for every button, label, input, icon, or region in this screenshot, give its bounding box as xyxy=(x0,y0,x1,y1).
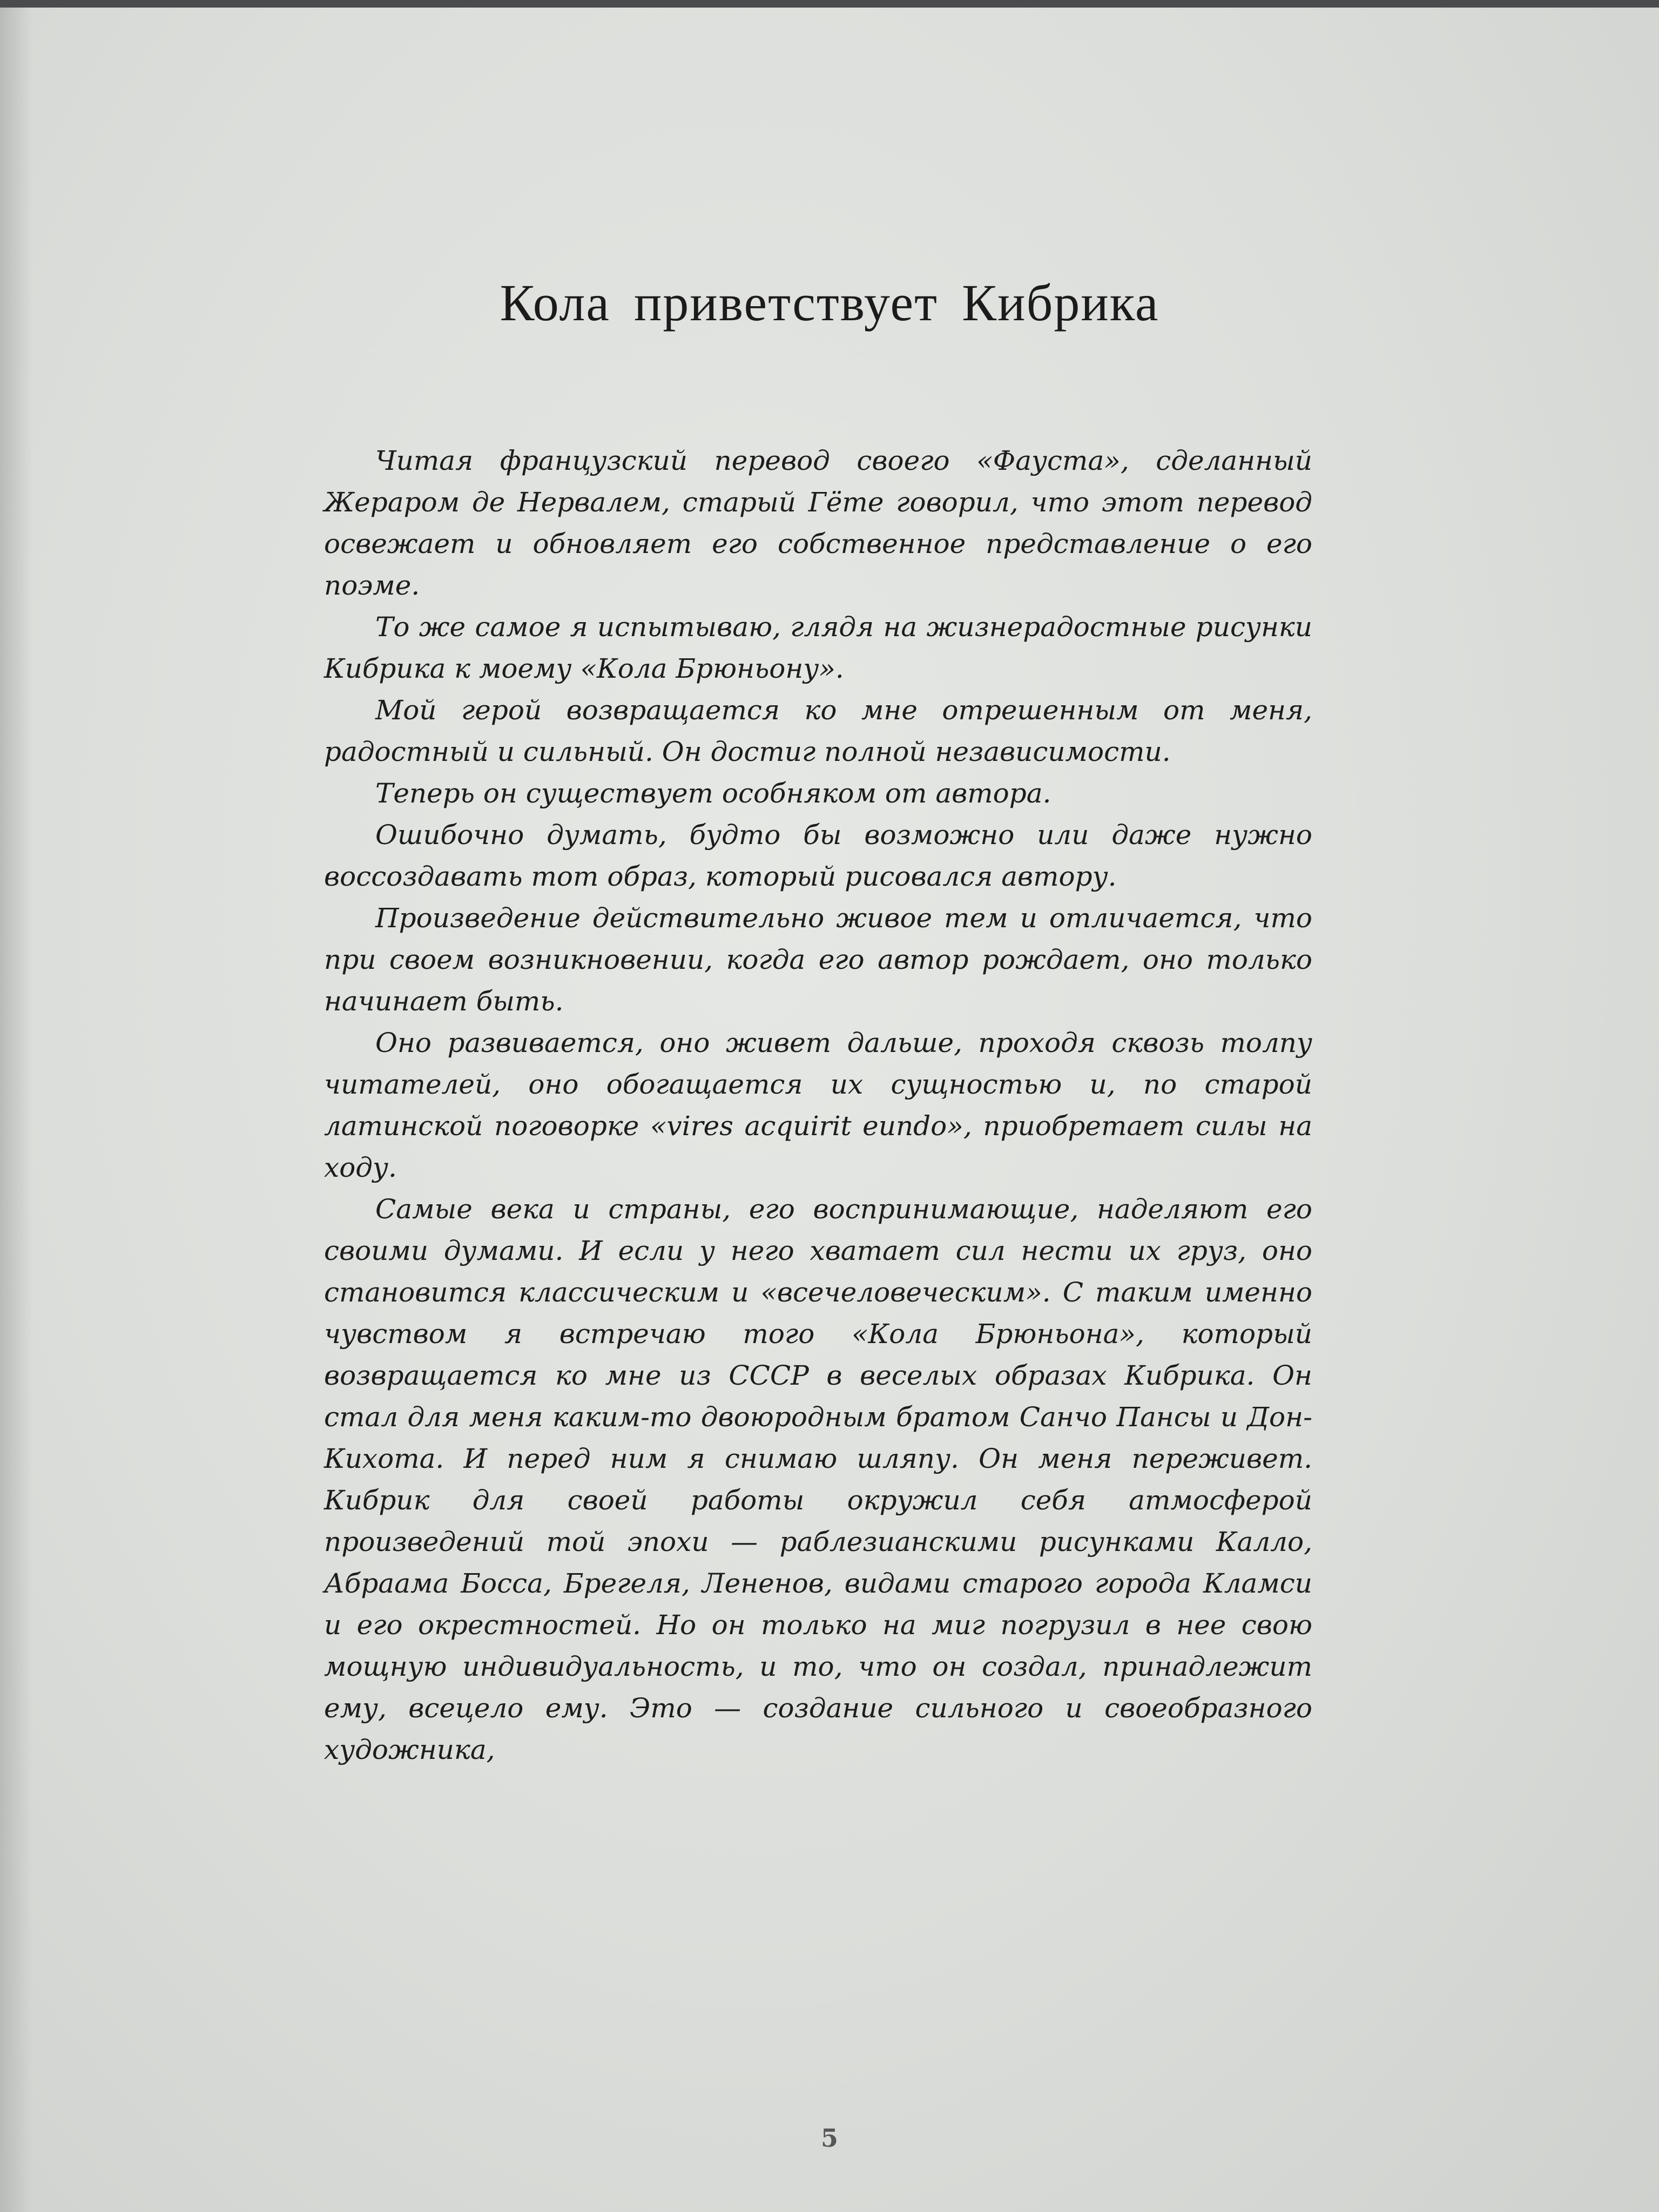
paragraph: Ошибочно думать, будто бы возможно или даже нужно воссоздавать тот образ, который рисовался автору. xyxy=(324,819,1312,892)
paragraph: Самые века и страны, его воспринимающие, наделяют его своими думами. И если у него хватает сил нести их груз, оно становится классическим и «всечеловеческим». С таким именно чувством я встречаю того «Кола Брюньона», который возвращается ко мне из СССР в веселых образах Кибрика. Он стал для меня каким-то двоюродным братом Санчо Пансы и Дон-Кихота. И перед ним я снимаю шляпу. Он меня переживет. Кибрик для своей работы окружил себя атмосферой произведений той эпохи — раблезианскими рисунками Калло, Абраама Босса, Брегеля, Лененов, видами старого города Кламси и его окрестностей. Но он только на миг погрузил в нее свою мощную индивидуальность, и то, что он создал, принадлежит ему, всецело ему. Это — создание сильного и своеобразного художника, xyxy=(324,1193,1312,1765)
paragraph: Оно развивается, оно живет дальше, проходя сквозь толпу читателей, оно обогащается их сущностью и, по старой латинской поговорке «vires acquirit eundo», приобретает силы на ходу. xyxy=(324,1027,1312,1183)
page-title: Кола приветствует Кибрика xyxy=(500,274,1159,332)
page-number: 5 xyxy=(820,2123,838,2153)
paragraph: Произведение действительно живое тем и отличается, что при своем возникновении, когда его автор рождает, оно только начинает быть. xyxy=(324,902,1312,1017)
body-text xyxy=(324,440,1312,1771)
top-edge xyxy=(0,0,1659,8)
paragraph: Теперь он существует особняком от автора. xyxy=(375,778,1051,809)
paragraph: Мой герой возвращается ко мне отрешенным от меня, радостный и сильный. Он достиг полной независимости. xyxy=(324,694,1312,767)
paragraph: Читая французский перевод своего «Фауста», сделанный Жераром де Нервалем, старый Гёте говорил, что этот перевод освежает и обновляет его собственное представление о его поэме. xyxy=(324,445,1312,601)
paragraph: То же самое я испытываю, глядя на жизнерадостные рисунки Кибрика к моему «Кола Брюньону». xyxy=(324,611,1312,684)
